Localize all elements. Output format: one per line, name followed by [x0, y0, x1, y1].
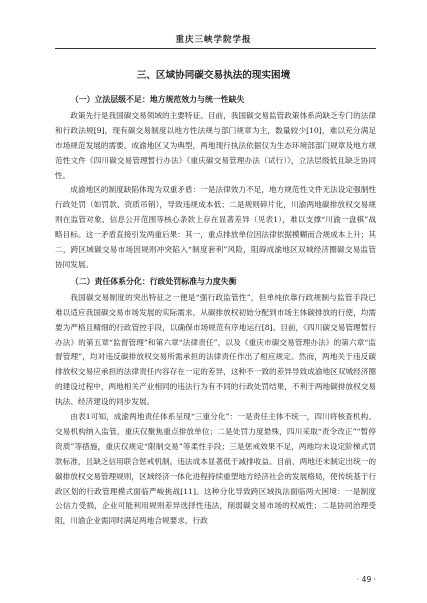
body-text — [55, 91, 376, 529]
running-header: 重庆三峡学院学报 — [175, 35, 252, 45]
paragraph-3: 我国碳交易制度的突出特征之一便是“强行政监管性”，但单纯依靠行政规制与监管手段已难以适应我国碳交易市场发展的实际需求，从碳排放权初始分配到市场主体碳排放的行使，均需要为严格且精细的行政管控手段，以确保市场规范有序地运行[8]。目前，《四川碳交易管理暂行办法》的第五章“监督管理”和第六章“法律责任”，以及《重庆市碳交易管理办法》的第六章“监督管理”，均对违反碳排放权交易所需承担的法律责任作出了相应规定。然而，两地关于违反碳排放权交易应承担的法律责任内容存在一定的差异，这种不一致的差异导致成渝地区双城经济圈的建设过程中，两地相关产业相同的违法行为有不同的行政处罚结果，不利于两地碳排放权交易执法、经济建设的同步发展。 — [55, 292, 376, 407]
paragraph-2: 成渝地区的制度缺陷体现为双重矛盾：一是法律效力不足，地方规范性文件无法设定强制性行政处罚（如罚款、资质吊销），导致违规成本低；二是规则碎片化，川渝两地碳排放权交易规则在监管对象、信息公开范围等核心条款上存在显著差异（见表1），难以支撑“川渝一盘棋”战略目标。这一矛盾直接引发两重后果：其一，重点排放单位因法律依据模糊而合规成本上升；其二，跨区域碳交易市场因规则冲突陷入“制度套利”风险，阻碍成渝地区双城经济圈碳交易监管协同发展。 — [55, 185, 376, 269]
section-title: 三、区域协同碳交易执法的现实困境 — [136, 70, 291, 81]
paragraph-1: 政策先行是我国碳交易领域的主要特征。目前，我国碳交易监管政策体系尚缺乏专门的法律和行政法规[9]，现有碳交易制度以地方性法规与部门规章为主，数量较少[10]，难以充分满足市场规范发展的需要。成渝地区又为典型，两地现行执法依据仅为生态环境部部门规章及地方规范性文件《四川碳交易管理暂行办法》《重庆碳交易管理办法（试行）》，立法层级低且缺乏协同性。 — [55, 110, 376, 180]
header-rule — [55, 48, 376, 49]
paragraph-4: 由表1可知，成渝两地责任体系呈现“三重分化”：一是责任主体不统一，四川将核查机构、交易机构纳入监管，重庆仅聚焦重点排放单位；二是处罚力度悬殊，四川采取“责令改正”“暂停资质”等措施，重庆仅规定“限制交易”等柔性手段；三是惩戒效果不足，两地均未设定阶梯式罚款标准，且缺乏信用联合惩戒机制，违法成本显著低于减排收益。目前，两地还未制定出统一的碳排放权交易管理规则，区域经济一体化进程持续重塑地方经济社会的发展格局，使传统基于行政区划的行政管理模式面临严峻挑战[11]。这种分化导致跨区域执法面临两大困境：一是制度公信力受损，企业可能利用规则差异选择性违法，削弱碳交易市场的权威性；二是协同治理受阻，川渝企业需同时满足两地合规要求，行政 — [55, 412, 376, 526]
page-number: · 49 · — [356, 575, 376, 584]
subsection-heading-1: （一）立法层级不足：地方规范效力与统一性缺失 — [70, 95, 245, 104]
subsection-heading-2: （二）责任体系分化：行政处罚标准与力度失衡 — [70, 276, 237, 286]
